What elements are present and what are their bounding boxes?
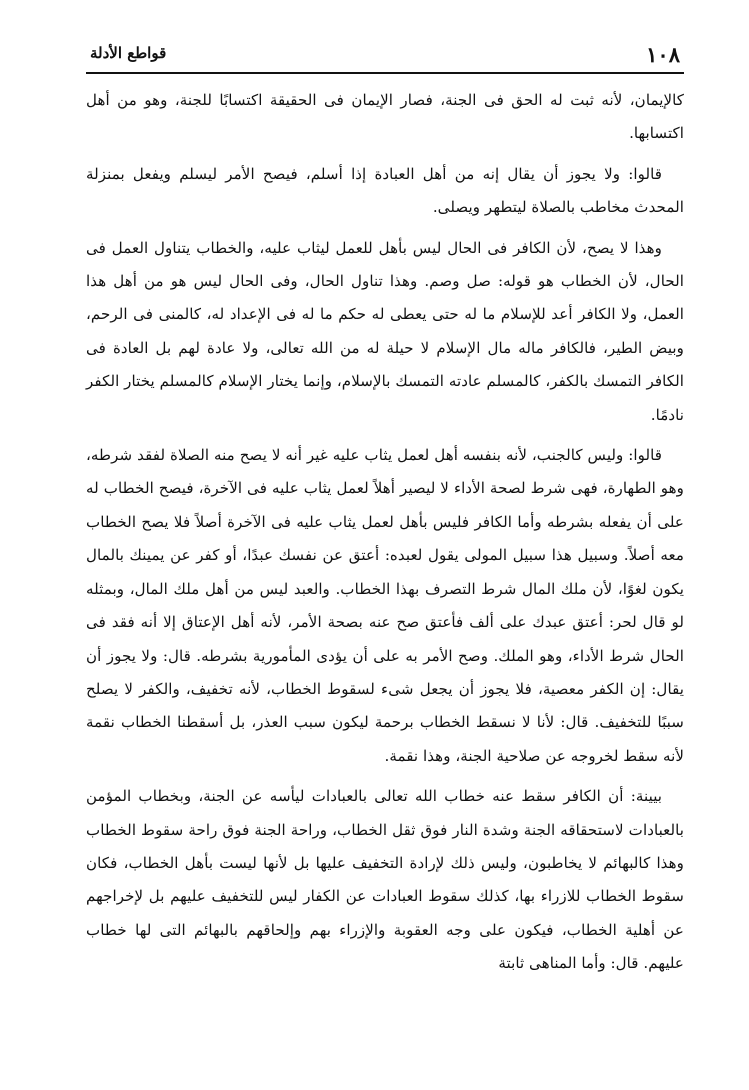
running-title: قواطع الأدلة [90,44,167,62]
header-divider [86,72,684,74]
page-header [86,38,684,72]
paragraph: قالوا: ولا يجوز أن يقال إنه من أهل العبادة إذا أسلم، فيصح الأمر ليسلم ويفعل بمنزلة المحدث مخاطب بالصلاة ليتطهر ويصلى. [86,164,684,217]
paragraph: قالوا: وليس كالجنب، لأنه بنفسه أهل لعمل يثاب عليه غير أنه لا يصح منه الصلاة لفقد شرطه، وهو الطهارة، فهى شرط لصحة الأداء لا ليصير أهلاً لعمل يثاب عليه فى الآخرة، فيصح الخطاب له على أن يفعله بشرطه وأما الكافر فليس بأهل لعمل يثاب عليه فى الآخرة أصلاً فلا يصح الخطاب معه أصلاً. وسبيل هذا سبيل المولى يقول لعبده: أعتق عن نفسك عبدًا، أو كفر عن يمينك بالمال يكون لغوًا، لأن ملك المال شرط التصرف بهذا الخطاب. والعبد ليس من أهل ملك المال، وبمثله لو قال لحر: أعتق عبدك على ألف فأعتق صح عنه بصحة الأمر، لأنه أهل الإعتاق إلا أنه فقد فى الحال شرط الأداء، وهو الملك. وصح الأمر به على أن يؤدى المأمورية بشرطه. قال: ولا يجوز أن يقال: إن الكفر معصية، فلا يجوز أن يجعل شىء لسقوط الخطاب، لأنه تخفيف، والكفر لا يصلح سببًا للتخفيف. قال: لأنا لا نسقط الخطاب برحمة ليكون سبب العذر، بل أسقطنا الخطاب نقمة لأنه سقط لخروجه عن صلاحية الجنة، وهذا نقمة. [86,446,684,765]
paragraph: بيينة: أن الكافر سقط عنه خطاب الله تعالى بالعبادات ليأسه عن الجنة، وبخطاب المؤمن بالعبادات لاستحقاقه الجنة وشدة النار فوق ثقل الخطاب، وراحة الجنة فوق راحة سقوط الخطاب وهذا كالبهائم لا يخاطبون، وليس ذلك لإرادة التخفيف عليها بل لأنها ليست بأهل الخطاب، فكان سقوط الخطاب للازراء بها، كذلك سقوط العبادات عن الكفار ليس للتخفيف عليهم بل لإخراجهم عن أهلية الخطاب، فيكون على وجه العقوبة والإزراء بهم وإلحاقهم بالبهائم التى لها خطاب عليهم. قال: وأما المناهى ثابتة [86,787,684,973]
paragraph: وهذا لا يصح، لأن الكافر فى الحال ليس بأهل للعمل ليثاب عليه، والخطاب يتناول العمل فى الحال، لأن الخطاب هو قوله: صل وصم. وهذا تناول الحال، وفى الحال ليس هو من أهل هذا العمل، ولا الكافر أعد للإسلام ما له حتى يعطى له حكم ما له فى الإعداد له، كالمنى فى الرحم، وبيض الطير، فالكافر ماله مال الإسلام لا حيلة له من الله تعالى، ولا عادة لهم بل العادة فى الكافر التمسك بالكفر، كالمسلم عادته التمسك بالإسلام، وإنما يختار الإسلام كالمسلم يختار الكفر نادمًا. [86,238,684,424]
paragraph: كالإيمان، لأنه ثبت له الحق فى الجنة، فصار الإيمان فى الحقيقة اكتسابًا للجنة، وهو من أهل اكتسابها. [86,91,684,143]
page-body [86,84,684,988]
page-number: ١٠٨ [646,42,680,67]
